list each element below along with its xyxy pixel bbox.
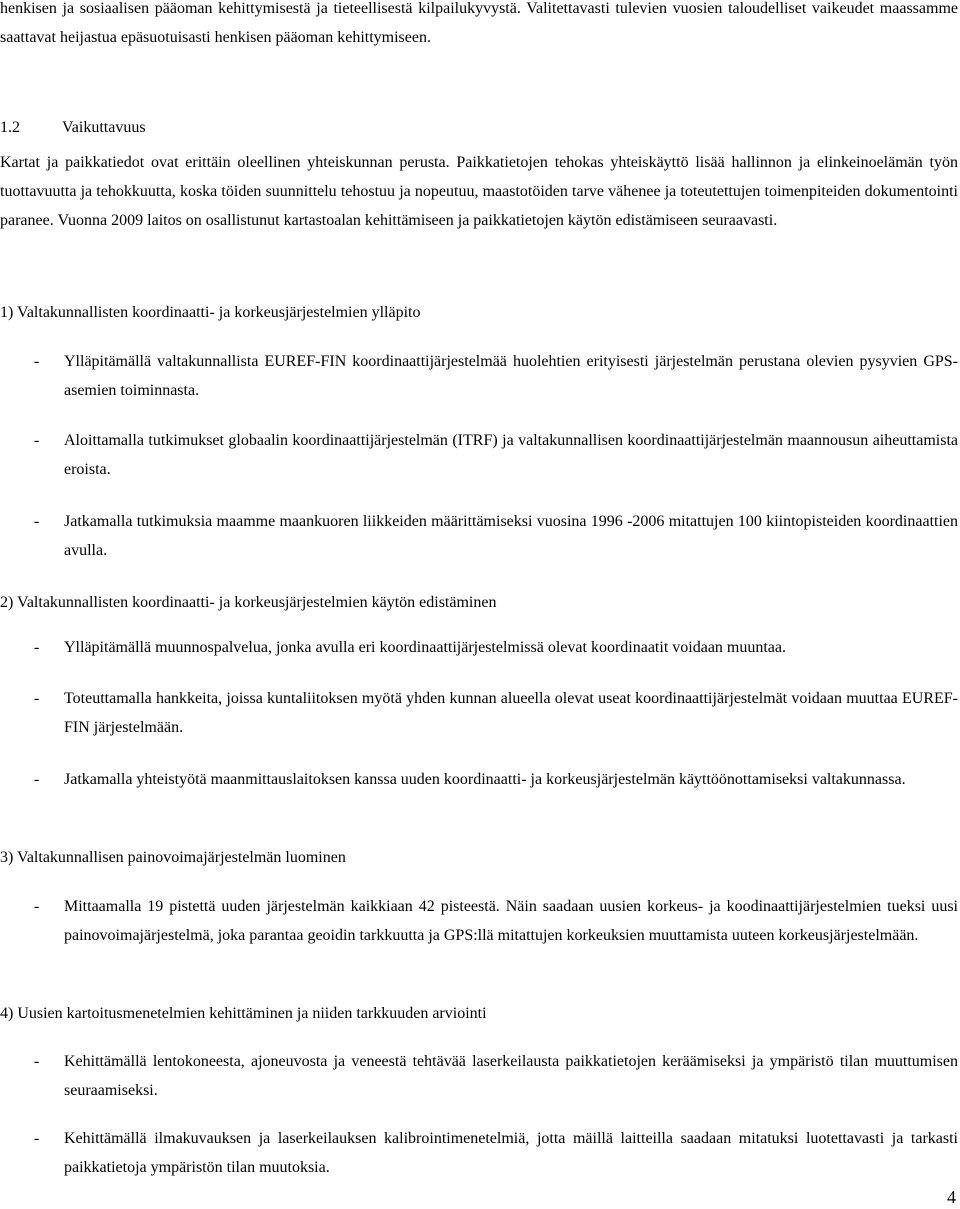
bullet-text: Ylläpitämällä muunnospalvelua, jonka avulla eri koordinaattijärjestelmissä olevat koordinaatit voidaan muuntaa.: [64, 639, 787, 656]
list-item: [0, 633, 958, 662]
list-item: [0, 892, 958, 950]
list-item: [0, 1124, 958, 1182]
intro-paragraph: henkisen ja sosiaalisen pääoman kehittymisestä ja tieteellisestä kilpailukyvystä. Valitettavasti tulevien vuosien taloudelliset vaikeudet maassamme saattavat heijastua epäsuotuisasti henkisen pääoman kehittymiseen.: [0, 0, 958, 46]
bullet-text: Toteuttamalla hankkeita, joissa kuntaliitoksen myötä yhden kunnan alueella olevat useat koordinaattijärjestelmät voidaan muuttaa EUREF-FIN järjestelmään.: [64, 690, 958, 736]
bullet-dash: -: [34, 432, 40, 449]
bullet-text: Kehittämällä ilmakuvauksen ja laserkeilauksen kalibrointimenetelmiä, jotta mäillä laitteilla saadaan mitatuksi luotettavasti ja tarkasti paikkatietoja ympäristön tilan muutoksia.: [64, 1130, 958, 1176]
list-item: [0, 1047, 958, 1105]
bullet-dash: -: [34, 771, 40, 788]
list-heading-2: 2) Valtakunnallisten koordinaatti- ja korkeusjärjestelmien käytön edistäminen: [0, 594, 497, 611]
list-item: [0, 507, 958, 565]
section-title: Vaikuttavuus: [62, 119, 146, 136]
body-paragraph: Kartat ja paikkatiedot ovat erittäin oleellinen yhteiskunnan perusta. Paikkatietojen tehokas yhteiskäyttö lisää hallinnon ja elinkeinoelämän työn tuottavuutta ja tehokkuutta, koska töiden suunnittelu tehostuu ja nopeutuu, maastotöiden tarve vähenee ja toteutettujen toimenpiteiden dokumentointi paranee. Vuonna 2009 laitos on osallistunut kartastoalan kehittämiseen ja paikkatietojen käytön edistämiseen seuraavasti.: [0, 154, 958, 229]
bullet-text: Mittaamalla 19 pistettä uuden järjestelmän kaikkiaan 42 pisteestä. Näin saadaan uusien korkeus- ja koodinaattijärjestelmien tueksi uusi painovoimajärjestelmä, joka parantaa geoidin tarkkuutta ja GPS:llä mitattujen korkeuksien muuttamista uuteen korkeusjärjestelmään.: [64, 898, 958, 944]
bullet-dash: -: [34, 513, 40, 530]
list-item: [0, 426, 958, 484]
list-heading-4: 4) Uusien kartoitusmenetelmien kehittäminen ja niiden tarkkuuden arviointi: [0, 1005, 487, 1022]
section-heading: [0, 113, 900, 142]
bullet-dash: -: [34, 898, 40, 915]
list-heading-3: 3) Valtakunnallisen painovoimajärjestelmän luominen: [0, 849, 346, 866]
bullet-dash: -: [34, 639, 40, 656]
bullet-dash: -: [34, 353, 40, 370]
bullet-text: Jatkamalla yhteistyötä maanmittauslaitoksen kanssa uuden koordinaatti- ja korkeusjärjestelmän käyttöönottamiseksi valtakunnassa.: [64, 771, 906, 788]
bullet-dash: -: [34, 1130, 40, 1147]
bullet-text: Ylläpitämällä valtakunnallista EUREF-FIN koordinaattijärjestelmää huolehtien erityisesti järjestelmän perustana olevien pysyvien GPS-asemien toiminnasta.: [64, 353, 958, 399]
bullet-text: Kehittämällä lentokoneesta, ajoneuvosta ja veneestä tehtävää laserkeilausta paikkatietojen keräämiseksi ja ympäristö tilan muuttumisen seuraamiseksi.: [64, 1053, 958, 1099]
bullet-text: Jatkamalla tutkimuksia maamme maankuoren liikkeiden määrittämiseksi vuosina 1996 -2006 mitattujen 100 kiintopisteiden koordinaattien avulla.: [64, 513, 958, 559]
list-item: [0, 684, 958, 742]
list-heading-1: 1) Valtakunnallisten koordinaatti- ja korkeusjärjestelmien ylläpito: [0, 304, 421, 321]
bullet-text: Aloittamalla tutkimukset globaalin koordinaattijärjestelmän (ITRF) ja valtakunnallisen koordinaattijärjestelmän maannousun aiheuttamista eroista.: [64, 432, 958, 478]
list-item: [0, 765, 958, 794]
section-number: 1.2: [0, 119, 20, 136]
bullet-dash: -: [34, 1053, 40, 1070]
bullet-dash: -: [34, 690, 40, 707]
page-number: 4: [947, 1187, 956, 1207]
list-item: [0, 347, 958, 405]
